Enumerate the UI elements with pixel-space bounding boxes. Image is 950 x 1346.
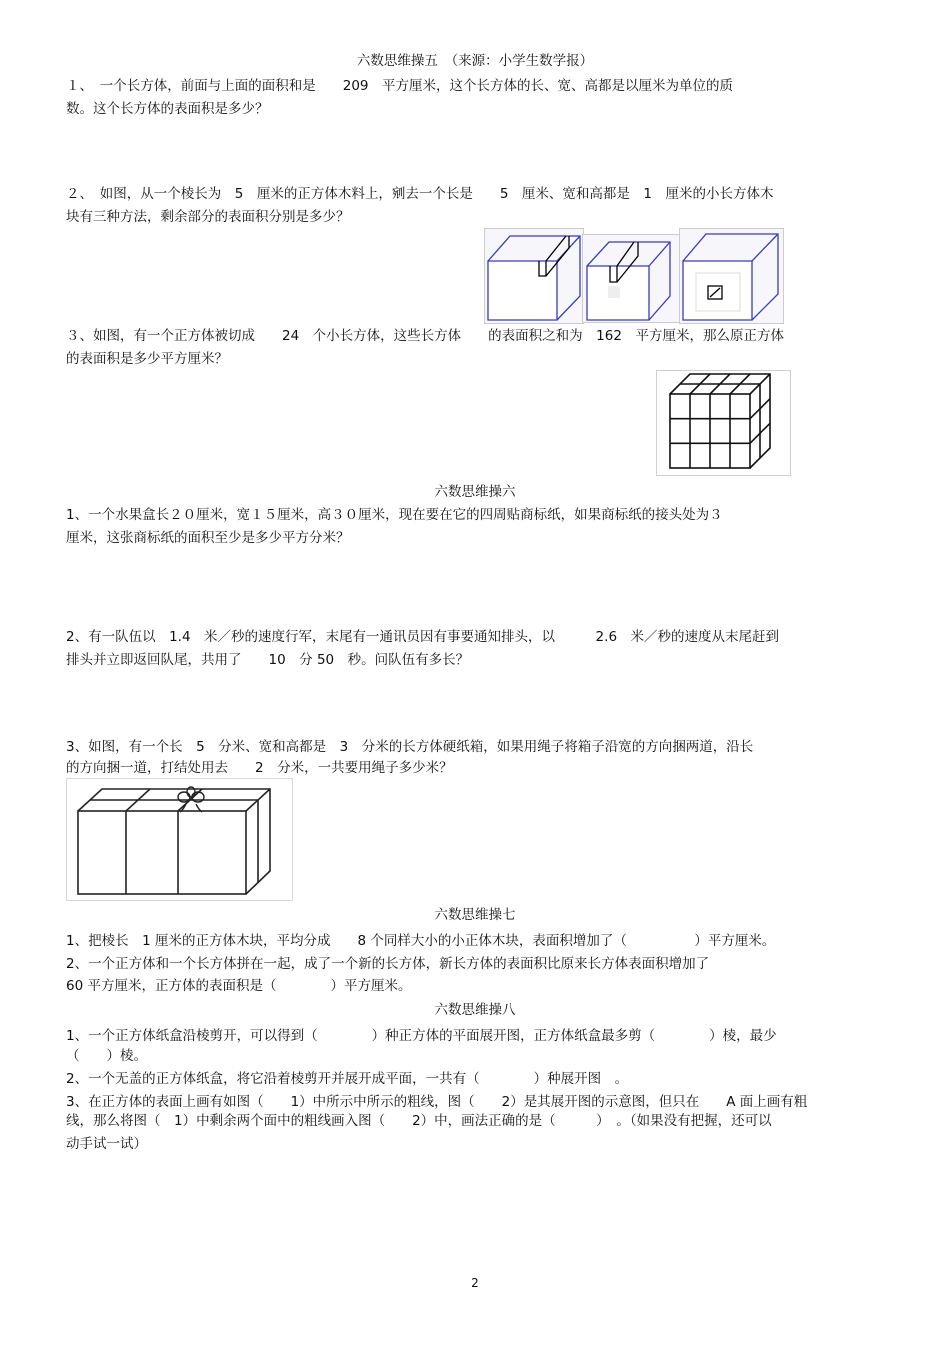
s5-q3-line2: 的表面积是多少平方厘米？ xyxy=(66,351,228,367)
s6-q2-line2: 排头并立即返回队尾，共用了 10 分 50 秒。问队伍有多长？ xyxy=(66,652,470,668)
carved-cubes-figure xyxy=(484,228,884,328)
s8-q3-line2: 线，那么将图（ 1）中剩余两个面中的粗线画入图（ 2）中，画法正确的是（ ） 。（如果没有把握，还可以 xyxy=(66,1113,772,1129)
tied-box-figure xyxy=(66,778,294,902)
s5-q1-line2: 数。这个长方体的表面积是多少？ xyxy=(66,101,269,117)
s8-q1-line1: 1、一个正方体纸盒沿棱剪开，可以得到（ ）种正方体的平面展开图，正方体纸盒最多剪（ ）棱，最少 xyxy=(66,1028,777,1044)
s7-q1: 1、把棱长 1 厘米的正方体木块，平均分成 8 个同样大小的小正体木块，表面积增加了（ ）平方厘米。 xyxy=(66,933,776,949)
s8-q2: 2、一个无盖的正方体纸盒，将它沿着棱剪开并展开成平面，一共有（ ）种展开图 。 xyxy=(66,1071,629,1087)
s7-q2-line1: 2、一个正方体和一个长方体拼在一起，成了一个新的长方体，新长方体的表面积比原来长方体表面积增加了 xyxy=(66,956,710,972)
s5-q2-line1: ２、 如图，从一个棱长为 5 厘米的正方体木料上，剜去一个长是 5 厘米、宽和高都是 1 厘米的小长方体木 xyxy=(66,186,774,202)
s6-q2-line1: 2、有一队伍以 1.4 米／秒的速度行军，末尾有一通讯员因有事要通知排头，以 2.6 米／秒的速度从末尾赶到 xyxy=(66,629,780,645)
section8-title: 六数思维操八 xyxy=(434,1002,516,1018)
section6-title: 六数思维操六 xyxy=(434,484,516,500)
s8-q3-line1: 3、在正方体的表面上画有如图（ 1）中所示中所示的粗线，图（ 2）是其展开图的示意图，但只在 A 面上画有粗 xyxy=(66,1094,808,1110)
s6-q3-line2: 的方向捆一道，打结处用去 2 分米，一共要用绳子多少米？ xyxy=(66,760,453,776)
s7-q2-line2: 60 平方厘米，正方体的表面积是（ ）平方厘米。 xyxy=(66,978,412,994)
s6-q3-line1: 3、如图，有一个长 5 分米、宽和高都是 3 分米的长方体硬纸箱，如果用绳子将箱子沿宽的方向捆两道，沿长 xyxy=(66,739,754,755)
grid-cube-figure xyxy=(656,370,792,476)
s6-q1-line2: 厘米，这张商标纸的面积至少是多少平方分米？ xyxy=(66,530,350,546)
page-number: 2 xyxy=(471,1276,479,1290)
s5-q3-line1: ３、如图，有一个正方体被切成 24 个小长方体，这些长方体 的表面积之和为 162 平方厘米，那么原正方体 xyxy=(66,328,784,344)
s8-q1-line2: （ ）棱。 xyxy=(66,1048,147,1064)
s6-q1-line1: 1、一个水果盒长２０厘米，宽１５厘米，高３０厘米，现在要在它的四周贴商标纸，如果商标纸的接头处为３ xyxy=(66,507,723,523)
section5-title: 六数思维操五 （来源：小学生数学报） xyxy=(356,53,594,69)
s5-q1-line1: １、 一个长方体，前面与上面的面积和是 209 平方厘米，这个长方体的长、宽、高都是以厘米为单位的质 xyxy=(66,78,734,94)
section7-title: 六数思维操七 xyxy=(434,907,516,923)
s5-q2-line2: 块有三种方法，剩余部分的表面积分别是多少？ xyxy=(66,209,350,225)
s8-q3-line3: 动手试一试） xyxy=(66,1136,147,1152)
